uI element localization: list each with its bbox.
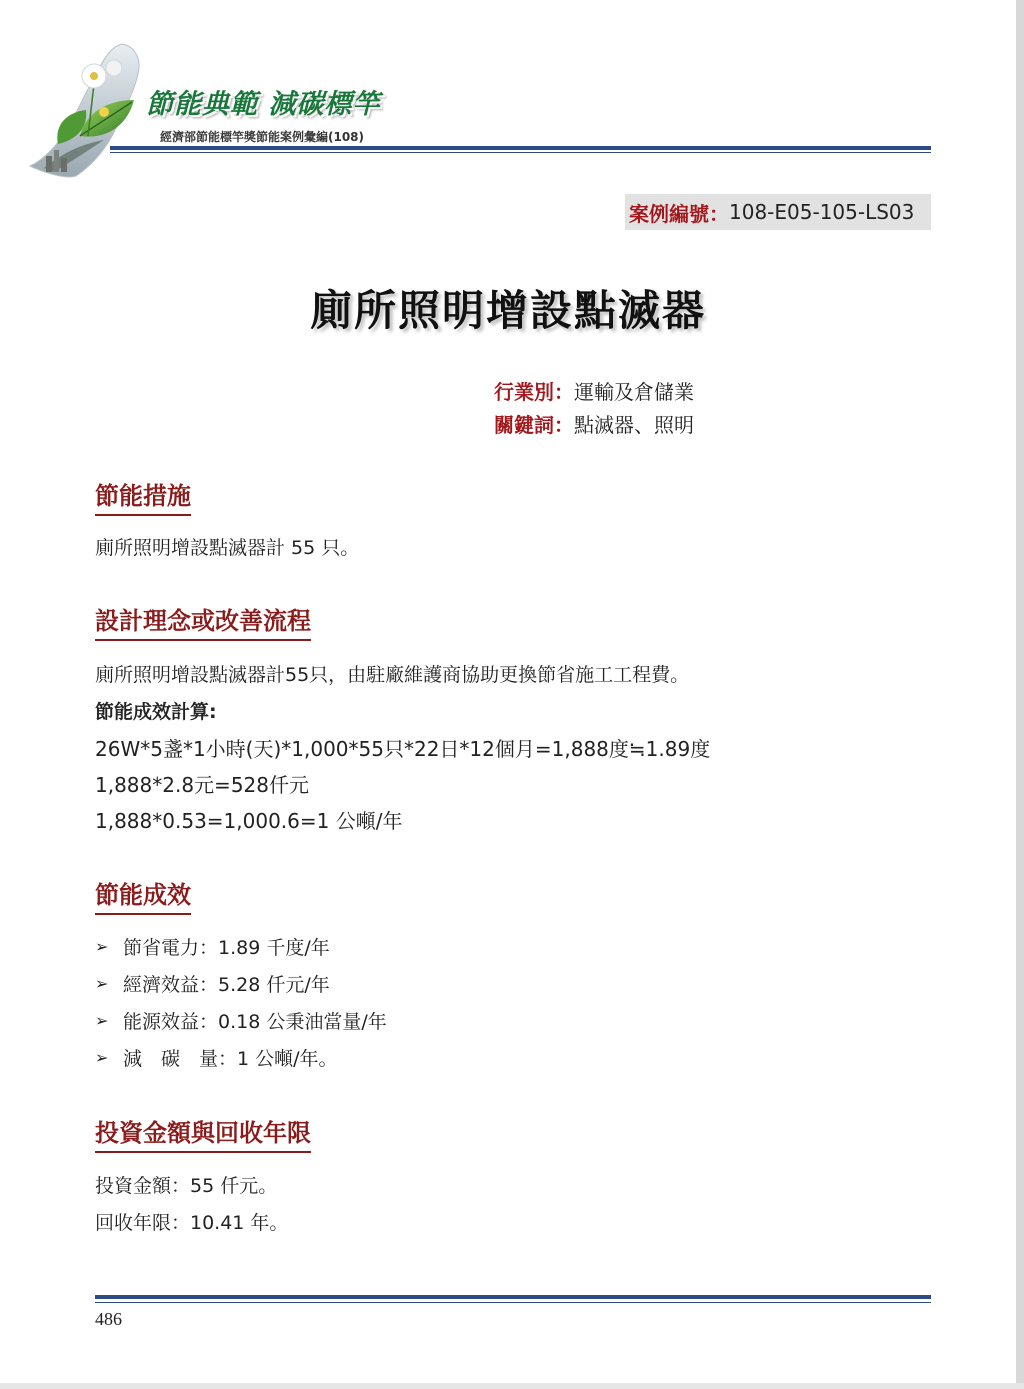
keywords-value: 點滅器、照明 — [574, 413, 694, 437]
payback-period: 回收年限：10.41 年。 — [95, 1212, 289, 1234]
calc-line: 1,888*2.8元=528仟元 — [95, 773, 309, 797]
arrow-bullet-icon: ➢ — [95, 1011, 109, 1030]
case-number-value: 108-E05-105-LS03 — [729, 200, 915, 224]
result-item — [95, 933, 330, 960]
footer-rule-thin — [95, 1302, 931, 1303]
arrow-bullet-icon: ➢ — [95, 974, 109, 993]
arrow-bullet-icon: ➢ — [95, 937, 109, 956]
case-number-box — [625, 194, 931, 230]
result-item-text: 節省電力：1.89 千度/年 — [123, 937, 330, 959]
header-rule-thin — [110, 152, 931, 153]
taiwan-leaf-logo — [24, 40, 164, 180]
case-number-label: 案例編號： — [629, 201, 729, 226]
section-heading-investment: 投資金額與回收年限 — [95, 1113, 311, 1153]
footer-rule — [95, 1295, 931, 1299]
arrow-bullet-icon: ➢ — [95, 1048, 109, 1067]
investment-amount: 投資金額：55 仟元。 — [95, 1175, 278, 1197]
industry-row — [494, 376, 694, 405]
calc-label: 節能成效計算: — [95, 701, 217, 723]
result-item — [95, 1007, 387, 1034]
brand-subtitle: 經濟部節能標竿獎節能案例彙編(108) — [160, 130, 365, 144]
brand-title: 節能典範 減碳標竿 — [146, 89, 381, 120]
calc-line: 1,888*0.53=1,000.6=1 公噸/年 — [95, 809, 403, 833]
design-text: 廁所照明增設點滅器計55只，由駐廠維護商協助更換節省施工工程費。 — [95, 664, 690, 686]
result-item — [95, 1044, 338, 1071]
calc-line: 26W*5盞*1小時(天)*1,000*55只*22日*12個月=1,888度≒1.89度 — [95, 737, 711, 761]
header-rule — [110, 146, 931, 150]
page-edge — [1016, 0, 1024, 1389]
measures-text: 廁所照明增設點滅器計 55 只。 — [95, 537, 360, 559]
keywords-row — [494, 409, 694, 438]
result-item-text: 減 碳 量：1 公噸/年。 — [123, 1048, 338, 1070]
section-heading-measures: 節能措施 — [95, 476, 191, 516]
keywords-label: 關鍵詞： — [494, 413, 574, 437]
page-number: 486 — [95, 1309, 122, 1329]
page-title: 廁所照明增設點滅器 — [309, 286, 706, 335]
result-item-text: 能源效益：0.18 公秉油當量/年 — [123, 1011, 387, 1033]
result-item-text: 經濟效益：5.28 仟元/年 — [123, 974, 330, 996]
section-heading-design: 設計理念或改善流程 — [95, 601, 311, 641]
industry-label: 行業別： — [494, 380, 574, 404]
result-item — [95, 970, 330, 997]
page-edge-bottom — [0, 1383, 1024, 1389]
industry-value: 運輸及倉儲業 — [574, 380, 694, 404]
section-heading-results: 節能成效 — [95, 875, 191, 915]
